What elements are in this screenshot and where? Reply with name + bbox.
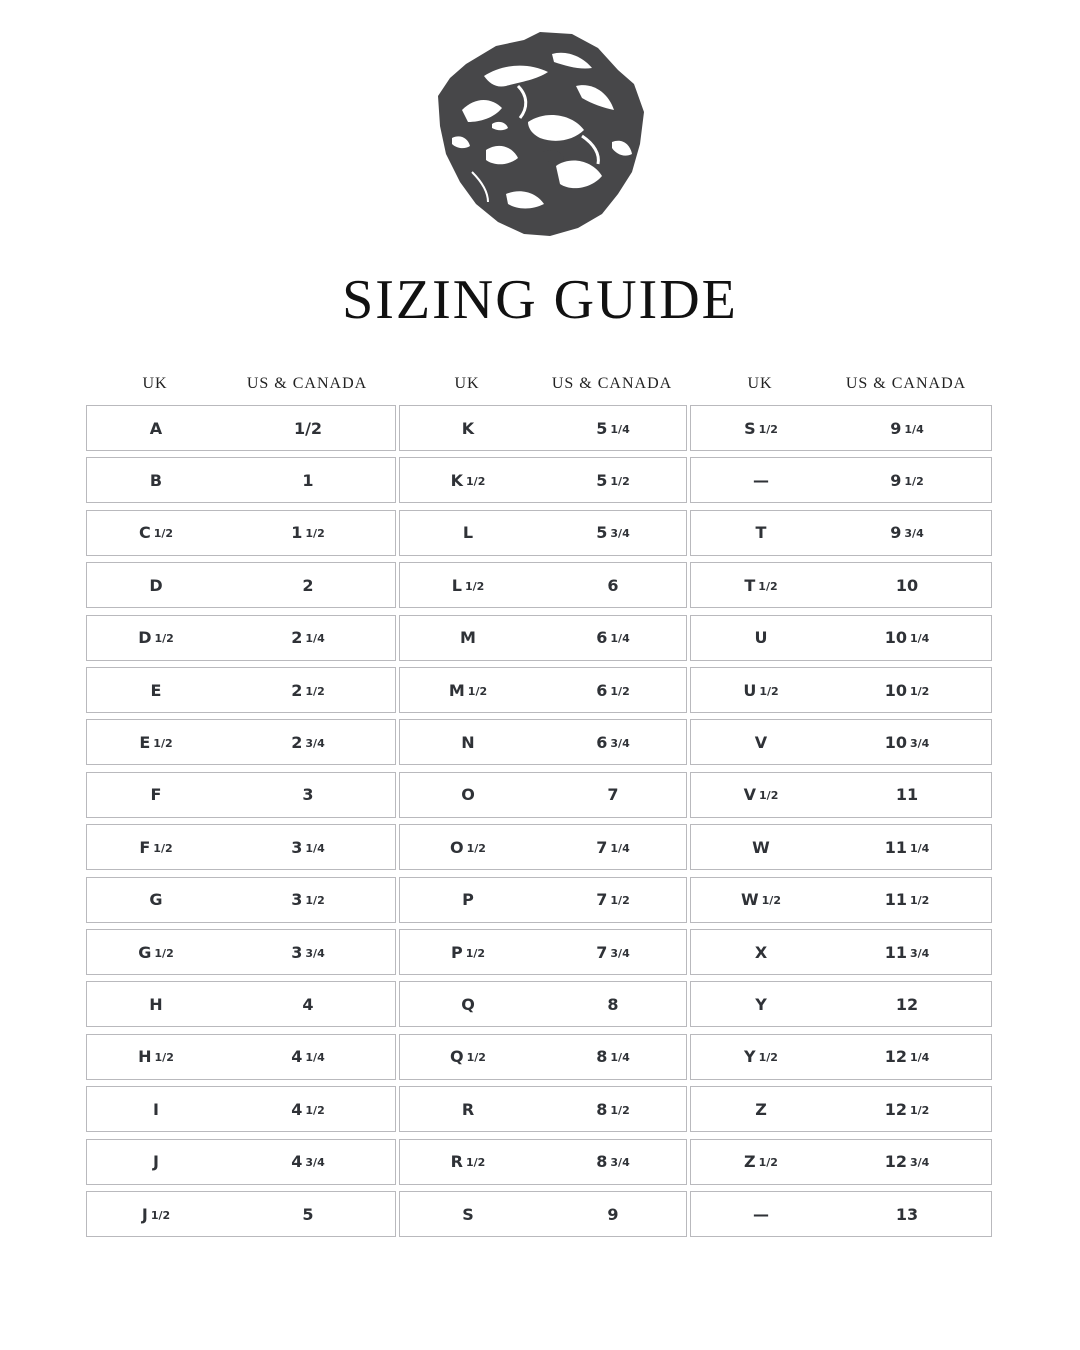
page-title: SIZING GUIDE	[342, 269, 738, 331]
us-canada-size: 8	[607, 994, 619, 1014]
us-canada-size: 9 1/4	[890, 418, 924, 438]
uk-size: U 1/2	[743, 680, 779, 700]
size-row	[690, 1034, 992, 1080]
uk-size: G	[149, 890, 163, 910]
us-canada-size: 12 1/2	[884, 1099, 930, 1119]
us-canada-size: 2 1/2	[291, 680, 325, 700]
us-canada-size: 8 1/4	[596, 1047, 630, 1067]
us-canada-size: 4 3/4	[291, 1152, 325, 1172]
uk-size: N	[461, 732, 475, 752]
us-canada-size: 3 3/4	[291, 942, 325, 962]
size-row	[399, 667, 687, 713]
size-row	[86, 772, 396, 818]
uk-size: O	[461, 785, 475, 805]
us-canada-size: 9 3/4	[890, 523, 924, 543]
uk-size: F	[150, 785, 162, 805]
us-canada-size: 11	[895, 785, 919, 805]
uk-size: F 1/2	[139, 837, 173, 857]
us-canada-size: 5 1/4	[596, 418, 630, 438]
size-row	[86, 562, 396, 608]
us-canada-size: 8 1/2	[596, 1099, 630, 1119]
us-canada-size: 3	[302, 785, 314, 805]
us-canada-size: 5 3/4	[596, 523, 630, 543]
uk-size: —	[753, 1204, 769, 1224]
uk-size: —	[753, 470, 769, 490]
us-canada-size: 3 1/2	[291, 890, 325, 910]
uk-size: I	[153, 1099, 159, 1119]
us-canada-size: 12 3/4	[884, 1152, 930, 1172]
uk-size: K 1/2	[450, 470, 486, 490]
uk-size: X	[754, 942, 768, 962]
size-row	[690, 457, 992, 503]
size-row	[86, 1034, 396, 1080]
size-row	[86, 405, 396, 451]
us-canada-size: 6 3/4	[596, 732, 630, 752]
us-canada-size: 3 1/4	[291, 837, 325, 857]
us-canada-size: 5	[302, 1204, 314, 1224]
us-canada-size: 11 1/2	[884, 890, 930, 910]
marbled-ring-stone-icon	[432, 26, 648, 240]
uk-size: A	[149, 418, 163, 438]
size-row	[86, 824, 396, 870]
size-row	[86, 981, 396, 1027]
us-canada-size: 12	[895, 994, 919, 1014]
us-canada-size: 7 3/4	[596, 942, 630, 962]
uk-size: H	[149, 994, 163, 1014]
size-row	[399, 1086, 687, 1132]
uk-size: V 1/2	[743, 785, 779, 805]
uk-size: D 1/2	[138, 628, 174, 648]
header-us-canada: US & CANADA	[246, 375, 368, 392]
uk-size: D	[149, 575, 163, 595]
uk-size: M	[460, 628, 476, 648]
size-row	[690, 719, 992, 765]
us-canada-size: 6 1/4	[596, 628, 630, 648]
size-row	[399, 772, 687, 818]
size-row	[86, 1086, 396, 1132]
uk-size: Z	[755, 1099, 767, 1119]
us-canada-size: 11 1/4	[884, 837, 930, 857]
header-uk: UK	[142, 375, 168, 392]
uk-size: V	[754, 732, 768, 752]
us-canada-size: 12 1/4	[884, 1047, 930, 1067]
size-row	[690, 772, 992, 818]
uk-size: L 1/2	[451, 575, 485, 595]
size-row	[399, 719, 687, 765]
size-row	[86, 667, 396, 713]
size-row	[399, 405, 687, 451]
uk-size: T 1/2	[744, 575, 778, 595]
uk-size: B	[149, 470, 163, 490]
us-canada-size: 5 1/2	[596, 470, 630, 490]
size-row	[690, 824, 992, 870]
uk-size: Q	[461, 994, 475, 1014]
size-row	[399, 981, 687, 1027]
uk-size: H 1/2	[138, 1047, 174, 1067]
us-canada-size: 13	[895, 1204, 919, 1224]
us-canada-size: 10 1/4	[884, 628, 930, 648]
uk-size: E	[150, 680, 162, 700]
us-canada-size: 8 3/4	[596, 1152, 630, 1172]
us-canada-size: 2 1/4	[291, 628, 325, 648]
size-row	[690, 1139, 992, 1185]
uk-size: S 1/2	[744, 418, 778, 438]
uk-size: W 1/2	[741, 890, 781, 910]
us-canada-size: 11 3/4	[884, 942, 930, 962]
size-row	[399, 824, 687, 870]
uk-size: Y	[755, 994, 767, 1014]
size-row	[86, 1191, 396, 1237]
uk-size: J	[153, 1152, 159, 1172]
size-row	[399, 457, 687, 503]
us-canada-size: 6	[607, 575, 619, 595]
us-canada-size: 4 1/4	[291, 1047, 325, 1067]
us-canada-size: 10	[895, 575, 919, 595]
size-row	[690, 877, 992, 923]
us-canada-size: 7 1/2	[596, 890, 630, 910]
uk-size: Z 1/2	[744, 1152, 778, 1172]
uk-size: E 1/2	[139, 732, 173, 752]
size-row	[399, 877, 687, 923]
us-canada-size: 7 1/4	[596, 837, 630, 857]
size-row	[690, 405, 992, 451]
uk-size: C 1/2	[138, 523, 174, 543]
us-canada-size: 4 1/2	[291, 1099, 325, 1119]
us-canada-size: 9	[607, 1204, 619, 1224]
header-uk: UK	[454, 375, 480, 392]
size-row	[399, 615, 687, 661]
uk-size: Y 1/2	[744, 1047, 778, 1067]
size-row	[86, 457, 396, 503]
uk-size: U	[754, 628, 768, 648]
uk-size: S	[462, 1204, 474, 1224]
size-row	[690, 929, 992, 975]
us-canada-size: 7	[607, 785, 619, 805]
size-row	[690, 667, 992, 713]
header-us-canada: US & CANADA	[845, 375, 967, 392]
size-row	[399, 510, 687, 556]
header-uk: UK	[747, 375, 773, 392]
us-canada-size: 10 1/2	[884, 680, 930, 700]
size-row	[690, 615, 992, 661]
us-canada-size: 1 1/2	[291, 523, 325, 543]
header-us-canada: US & CANADA	[551, 375, 673, 392]
us-canada-size: 1	[302, 470, 314, 490]
size-row	[399, 1139, 687, 1185]
size-row	[399, 1034, 687, 1080]
size-row	[690, 1086, 992, 1132]
us-canada-size: 9 1/2	[890, 470, 924, 490]
size-row	[690, 562, 992, 608]
size-row	[86, 929, 396, 975]
uk-size: Q 1/2	[450, 1047, 486, 1067]
size-row	[86, 719, 396, 765]
uk-size: M 1/2	[448, 680, 488, 700]
size-row	[690, 1191, 992, 1237]
uk-size: K	[461, 418, 475, 438]
uk-size: L	[462, 523, 474, 543]
us-canada-size: 2	[302, 575, 314, 595]
us-canada-size: 2 3/4	[291, 732, 325, 752]
size-row	[690, 510, 992, 556]
uk-size: P	[462, 890, 474, 910]
size-row	[399, 562, 687, 608]
size-row	[86, 1139, 396, 1185]
uk-size: G 1/2	[138, 942, 174, 962]
uk-size: O 1/2	[450, 837, 486, 857]
uk-size: P 1/2	[450, 942, 486, 962]
uk-size: R	[461, 1099, 475, 1119]
us-canada-size: 10 3/4	[884, 732, 930, 752]
uk-size: J 1/2	[141, 1204, 171, 1224]
size-row	[399, 929, 687, 975]
size-row	[86, 877, 396, 923]
uk-size: R 1/2	[450, 1152, 486, 1172]
us-canada-size: 6 1/2	[596, 680, 630, 700]
uk-size: T	[755, 523, 767, 543]
size-row	[690, 981, 992, 1027]
us-canada-size: 1/2	[293, 418, 323, 438]
uk-size: W	[752, 837, 770, 857]
us-canada-size: 4	[302, 994, 314, 1014]
size-row	[399, 1191, 687, 1237]
size-row	[86, 510, 396, 556]
size-row	[86, 615, 396, 661]
